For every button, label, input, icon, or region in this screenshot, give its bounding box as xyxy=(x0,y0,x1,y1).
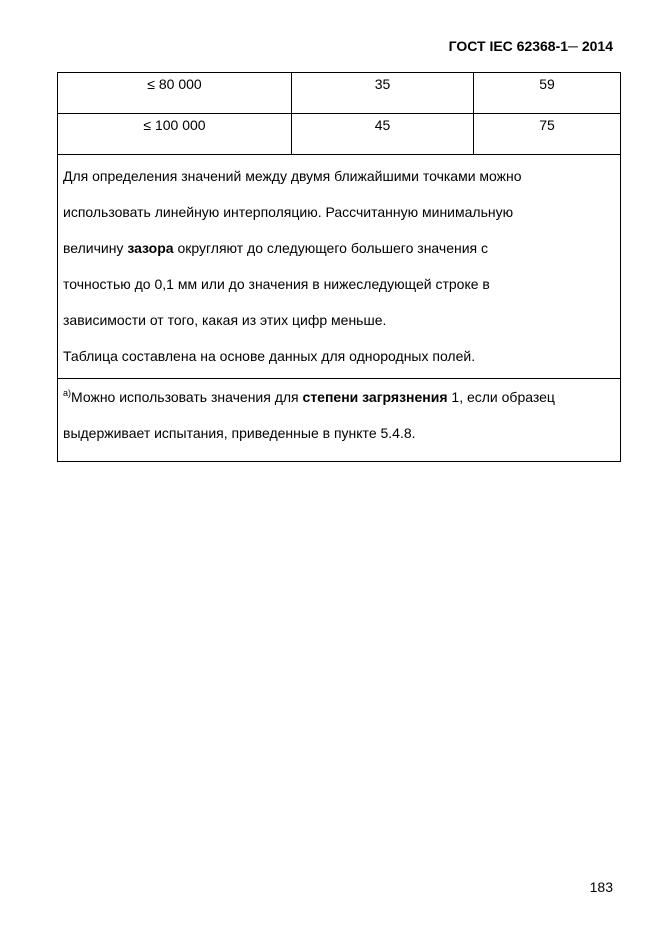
note-line xyxy=(63,230,614,266)
clearance-table xyxy=(57,72,621,462)
table-cell-value: 35 xyxy=(292,73,474,114)
footnote-marker: а) xyxy=(63,388,72,398)
table-note xyxy=(58,155,621,379)
table-cell-value: 75 xyxy=(474,114,621,155)
table-footnote xyxy=(58,379,621,462)
note-line: точностью до 0,1 мм или до значения в нижеследующей строке в xyxy=(63,276,490,292)
table-row xyxy=(58,73,621,114)
note-line: Таблица составлена на основе данных для однородных полей. xyxy=(63,348,476,364)
table-cell-value: 45 xyxy=(292,114,474,155)
table-cell-value: 59 xyxy=(474,73,621,114)
footnote-text: Можно использовать значения для xyxy=(71,389,303,405)
document-code: ГОСТ IEC 62368-1─ 2014 xyxy=(448,38,613,54)
footnote-text: 1, если образец xyxy=(447,389,555,405)
table-cell-voltage: ≤ 80 000 xyxy=(58,73,292,114)
note-line: использовать линейную интерполяцию. Рассчитанную минимальную xyxy=(63,204,514,220)
note-line: Для определения значений между двумя ближайшими точками можно xyxy=(63,168,522,184)
footnote-line: выдерживает испытания, приведенные в пункте 5.4.8. xyxy=(63,425,416,441)
term-pollution-degree: степени загрязнения xyxy=(302,389,448,405)
table-note-row xyxy=(58,155,621,379)
note-text: округляют до следующего большего значения с xyxy=(173,240,489,256)
page-number: 183 xyxy=(589,879,613,895)
table-footnote-row xyxy=(58,379,621,462)
footnote-line xyxy=(63,379,614,415)
table-row xyxy=(58,114,621,155)
term-clearance: зазора xyxy=(127,240,174,256)
table-cell-voltage: ≤ 100 000 xyxy=(58,114,292,155)
note-text: величину xyxy=(63,240,128,256)
note-line: зависимости от того, какая из этих цифр меньше. xyxy=(63,312,387,328)
